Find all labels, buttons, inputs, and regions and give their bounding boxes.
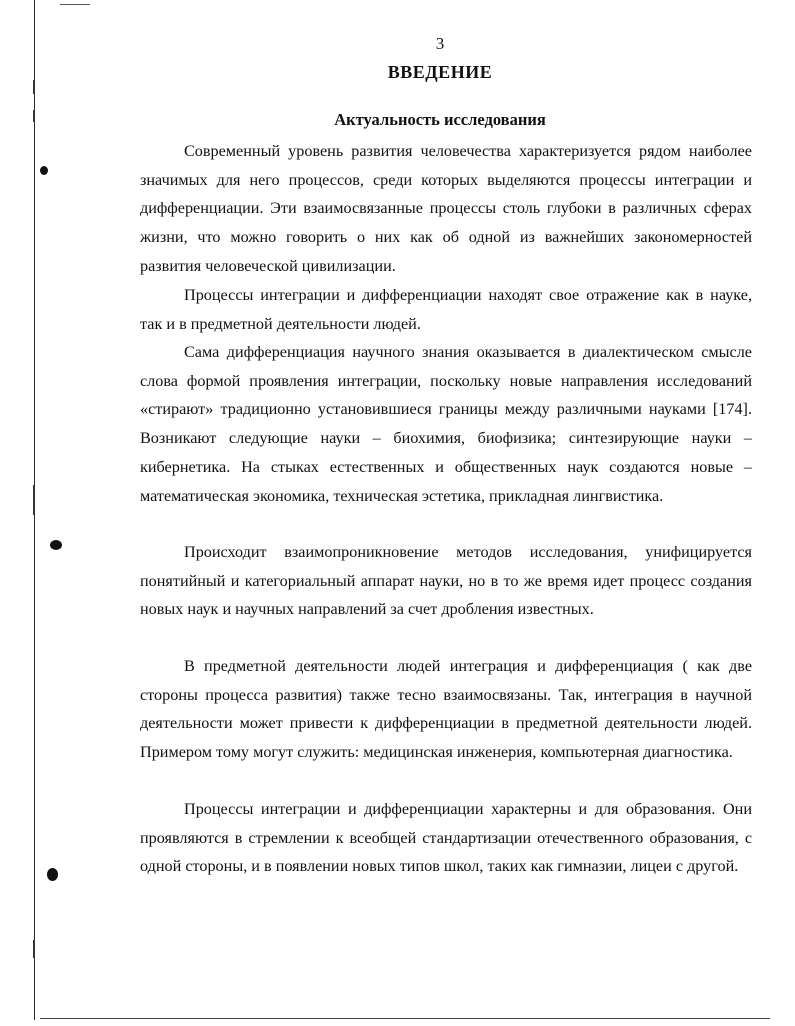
margin-mark [33, 485, 35, 515]
paragraph-text: Происходит взаимопроникновение методов исследования, унифицируется понятийный и категориальный аппарат науки, но в то же время идет процесс создания новых наук и научных направлений за счет дробления известных. [140, 543, 752, 619]
scan-border-bottom [40, 1018, 770, 1019]
binder-hole-mark [47, 868, 58, 881]
body-paragraph [140, 538, 752, 624]
binder-hole-mark [50, 540, 62, 550]
paragraph-text: Сама дифференциация научного знания оказывается в диалектическом смысле слова формой проявления интеграции, поскольку новые направления исследований «стирают» традиционно установившиеся границы между различными науками [174]. Возникают следующие науки – биохимия, биофизика; синтезирующие науки – кибернетика. На стыках естественных и общественных наук создаются новые – математическая экономика, техническая эстетика, прикладная лингвистика. [140, 343, 752, 505]
margin-mark [33, 940, 35, 958]
body-paragraph [140, 281, 752, 338]
body-paragraph [140, 795, 752, 881]
binder-hole-mark [40, 166, 48, 175]
scan-border-top [60, 4, 90, 5]
body-paragraph [140, 652, 752, 767]
page-number: 3 [435, 34, 445, 53]
body-paragraph [140, 137, 752, 281]
paragraph-text: Процессы интеграции и дифференциации характерны и для образования. Они проявляются в стремлении к всеобщей стандартизации отечественного образования, с одной стороны, и в появлении новых типов школ, таких как гимназии, лицеи с другой. [140, 800, 752, 876]
section-title: Актуальность исследования [334, 110, 546, 129]
page-title: ВВЕДЕНИЕ [387, 62, 493, 82]
paragraph-text: Современный уровень развития человечества характеризуется рядом наиболее значимых для него процессов, среди которых выделяются процессы интеграции и дифференциации. Эти взаимосвязанные процессы столь глубоки в различных сферах жизни, что можно говорить о них как об одной из важнейших закономерностей развития человеческой цивилизации. [140, 142, 752, 275]
body-paragraph [140, 338, 752, 510]
paragraph-text: Процессы интеграции и дифференциации находят свое отражение как в науке, так и в предметной деятельности людей. [140, 286, 752, 333]
paragraph-text: В предметной деятельности людей интеграция и дифференциация ( как две стороны процесса развития) также тесно взаимосвязаны. Так, интеграция в научной деятельности может привести к дифференциации в предметной деятельности людей. Примером тому могут служить: медицинская инженерия, компьютерная диагностика. [140, 657, 752, 762]
